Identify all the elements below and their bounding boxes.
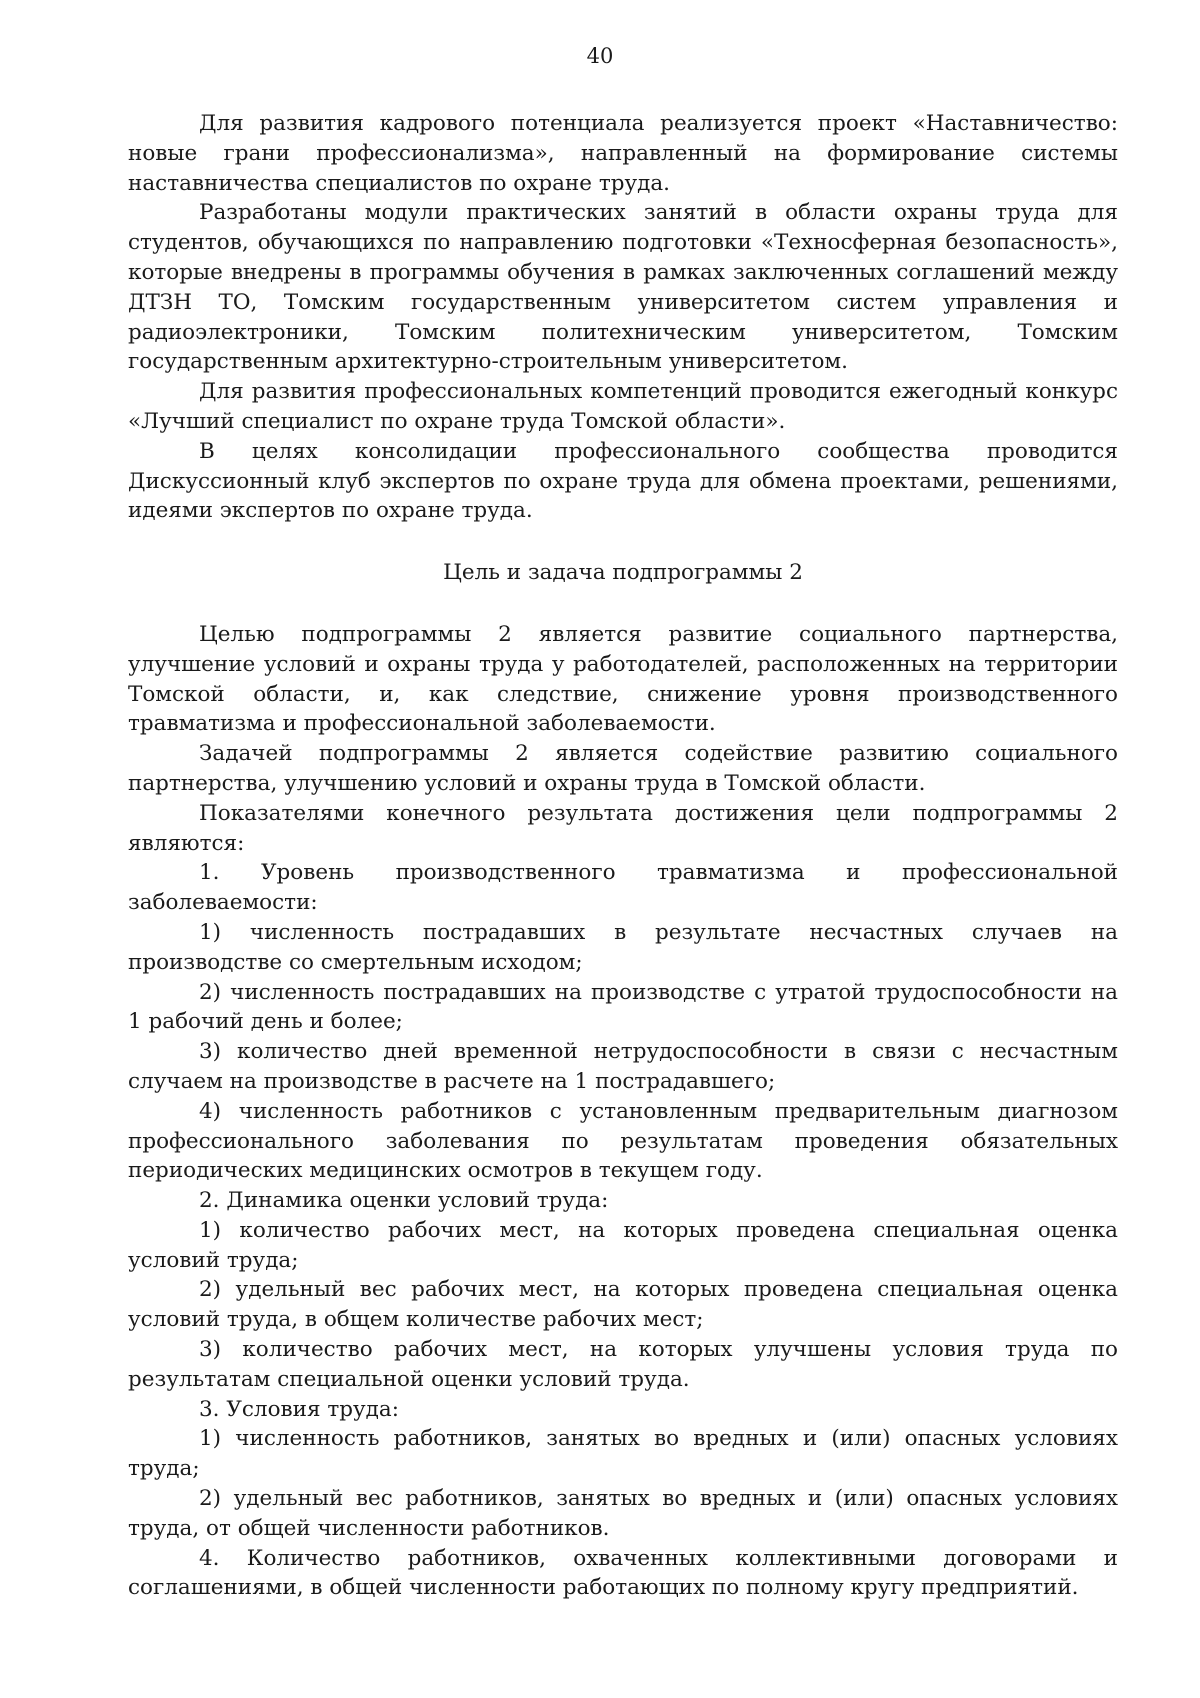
paragraph: Целью подпрограммы 2 является развитие социального партнерства, улучшение условий и охраны труда у работодателей, расположенных на территории Томской области, и, как следствие, снижение уровня производственного травматизма и профессиональной заболеваемости. <box>128 621 1118 737</box>
paragraph: Для развития кадрового потенциала реализуется проект «Наставничество: новые грани профессионализма», направленный на формирование системы наставничества специалистов по охране труда. <box>128 111 1118 196</box>
section-heading: Цель и задача подпрограммы 2 <box>443 560 803 586</box>
page-number: 40 <box>586 44 614 68</box>
list-item: 4. Количество работников, охваченных коллективными договорами и соглашениями, в общей численности работающих по полному кругу предприятий. <box>128 1545 1118 1601</box>
list-item: 2) численность пострадавших на производстве с утратой трудоспособности на 1 рабочий день и более; <box>128 979 1118 1035</box>
list-item: 1. Уровень производственного травматизма и профессиональной заболеваемости: <box>128 860 1118 916</box>
paragraph: Показателями конечного результата достижения цели подпрограммы 2 являются: <box>128 800 1118 856</box>
list-item: 2) удельный вес рабочих мест, на которых проведена специальная оценка условий труда, в общем количестве рабочих мест; <box>128 1277 1118 1333</box>
document-body <box>128 109 1118 1603</box>
list-item: 2) удельный вес работников, занятых во вредных и (или) опасных условиях труда, от общей численности работников. <box>128 1486 1118 1541</box>
paragraph: В целях консолидации профессионального сообщества проводится Дискуссионный клуб экспертов по охране труда для обмена проектами, решениями, идеями экспертов по охране труда. <box>128 438 1118 524</box>
list-item: 2. Динамика оценки условий труда: <box>199 1188 609 1214</box>
list-item: 1) численность работников, занятых во вредных и (или) опасных условиях труда; <box>128 1426 1118 1482</box>
list-item: 1) численность пострадавших в результате несчастных случаев на производстве со смертельным исходом; <box>128 919 1118 975</box>
list-item: 3) количество дней временной нетрудоспособности в связи с несчастным случаем на производстве в расчете на 1 пострадавшего; <box>128 1039 1118 1094</box>
list-item: 4) численность работников с установленным предварительным диагнозом профессионального заболевания по результатам проведения обязательных периодических медицинских осмотров в текущем году. <box>128 1098 1118 1184</box>
list-item: 1) количество рабочих мест, на которых проведена специальная оценка условий труда; <box>128 1217 1118 1273</box>
paragraph: Для развития профессиональных компетенций проводится ежегодный конкурс «Лучший специалист по охране труда Томской области». <box>128 379 1118 434</box>
paragraph: Разработаны модули практических занятий в области охраны труда для студентов, обучающихся по направлению подготовки «Техносферная безопасность», которые внедрены в программы обучения в рамках заключенных соглашений между ДТЗН ТО, Томским государственным университетом систем управления и радиоэлектроники, Томским политехническим университетом, Томским государственным архитектурно-строительным университетом. <box>128 200 1118 375</box>
paragraph: Задачей подпрограммы 2 является содействие развитию социального партнерства, улучшению условий и охраны труда в Томской области. <box>128 741 1118 796</box>
list-item: 3. Условия труда: <box>199 1396 399 1422</box>
list-item: 3) количество рабочих мест, на которых улучшены условия труда по результатам специальной оценки условий труда. <box>128 1337 1118 1392</box>
